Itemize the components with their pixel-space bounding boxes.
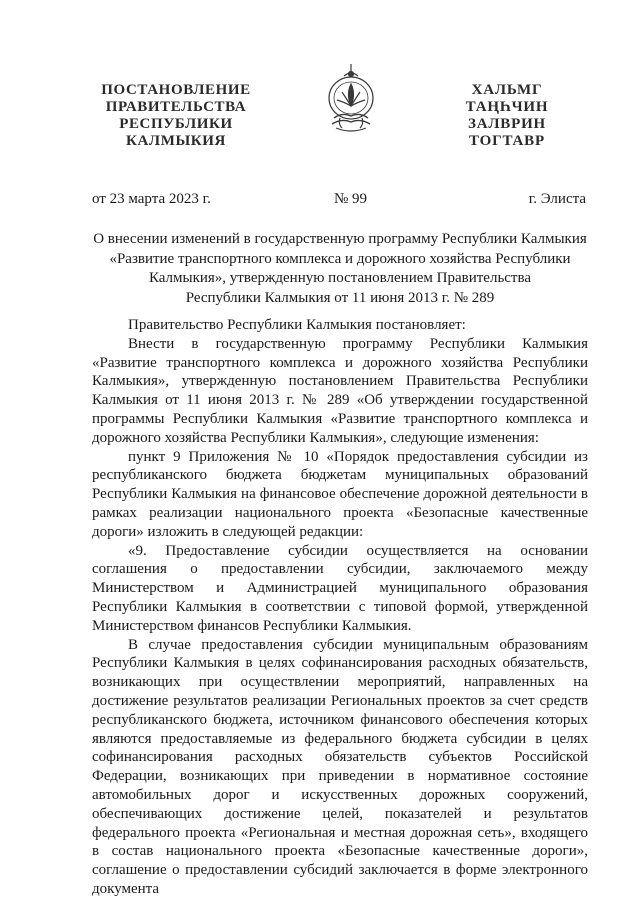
header-left-line: РЕСПУБЛИКИ [119,116,233,132]
header-left-line: ПРАВИТЕЛЬСТВА [105,99,247,115]
header-right-line: ТОГТАВР [469,133,545,149]
body-paragraph: пункт 9 Приложения № 10 «Порядок предоставления субсидии из республиканского бюджета бюджетам муниципальных образований Республики Калмыкия на финансовое обеспечение дорожной деятельности в рамках реализации национального проекта «Безопасные качественные дороги» изложить в следующей редакции: [92,448,588,540]
kalmykia-emblem-icon [322,62,380,138]
header-right-line: ЗАЛВРИН [467,116,547,132]
header-right-line: ХАЛЬМГ [471,82,543,98]
body-paragraph: Внести в государственную программу Республики Калмыкия «Развитие транспортного комплекса и дорожного хозяйства Республики Калмыкия», утвержденную постановлением Правительства Республики Калмыкия от 11 июня 2013 г. № 289 «Об утверждении государственной программы Республики Калмыкия «Развитие транспортного комплекса и дорожного хозяйства Республики Калмыкия», следующие изменения: [92,335,588,446]
header-right-title [452,82,562,150]
title-line: Республики Калмыкия от 11 июня 2013 г. № 289 [185,289,495,306]
body-paragraph: Правительство Республики Калмыкия постановляет: [128,317,466,333]
title-line: Калмыкия», утвержденную постановлением Правительства [148,270,532,286]
title-line: «Развитие транспортного комплекса и дорожного хозяйства Республики [109,250,571,267]
body-paragraph: В случае предоставления субсидии муниципальным образованиям Республики Калмыкия в целях софинансирования расходных обязательств, возникающих при осуществлении мероприятий, направленных на достижение результатов реализации Региональных проектов за счет средств республиканского бюджета, источником финансового обеспечения которых являются предоставляемые из федерального бюджета субсидии в целях софинансирования расходных обязательств субъектов Российской Федерации, возникающих при приведении в нормативное состояние автомобильных дорог и искусственных дорожных сооружений, обеспечивающих достижение целей, показателей и результатов федерального проекта «Региональная и местная дорожная сеть», входящего в состав национального проекта «Безопасные качественные дороги», соглашение о предоставлении субсидий заключается в форме электронного документа [92,636,588,897]
document-meta-row [92,191,586,209]
body-paragraph: «9. Предоставление субсидии осуществляется на основании соглашения о предоставлении субсидии, заключаемого между Министерством и Администрацией муниципального образования Республики Калмыкия в соответствии с типовой формой, утвержденной Министерством финансов Республики Калмыкия. [92,542,588,634]
header-left-line: ПОСТАНОВЛЕНИЕ [101,82,251,98]
document-date: от 23 марта 2023 г. [92,191,211,207]
document-city: г. Элиста [528,191,586,207]
header-left-title [96,82,256,150]
document-title [92,230,588,308]
title-line: О внесении изменений в государственную программу Республики Калмыкия [93,231,587,247]
header-left-line: КАЛМЫКИЯ [126,133,226,149]
document-number: № 99 [334,191,368,207]
document-body [92,316,588,899]
header-right-line: ТАҢҺЧИН [465,99,549,115]
